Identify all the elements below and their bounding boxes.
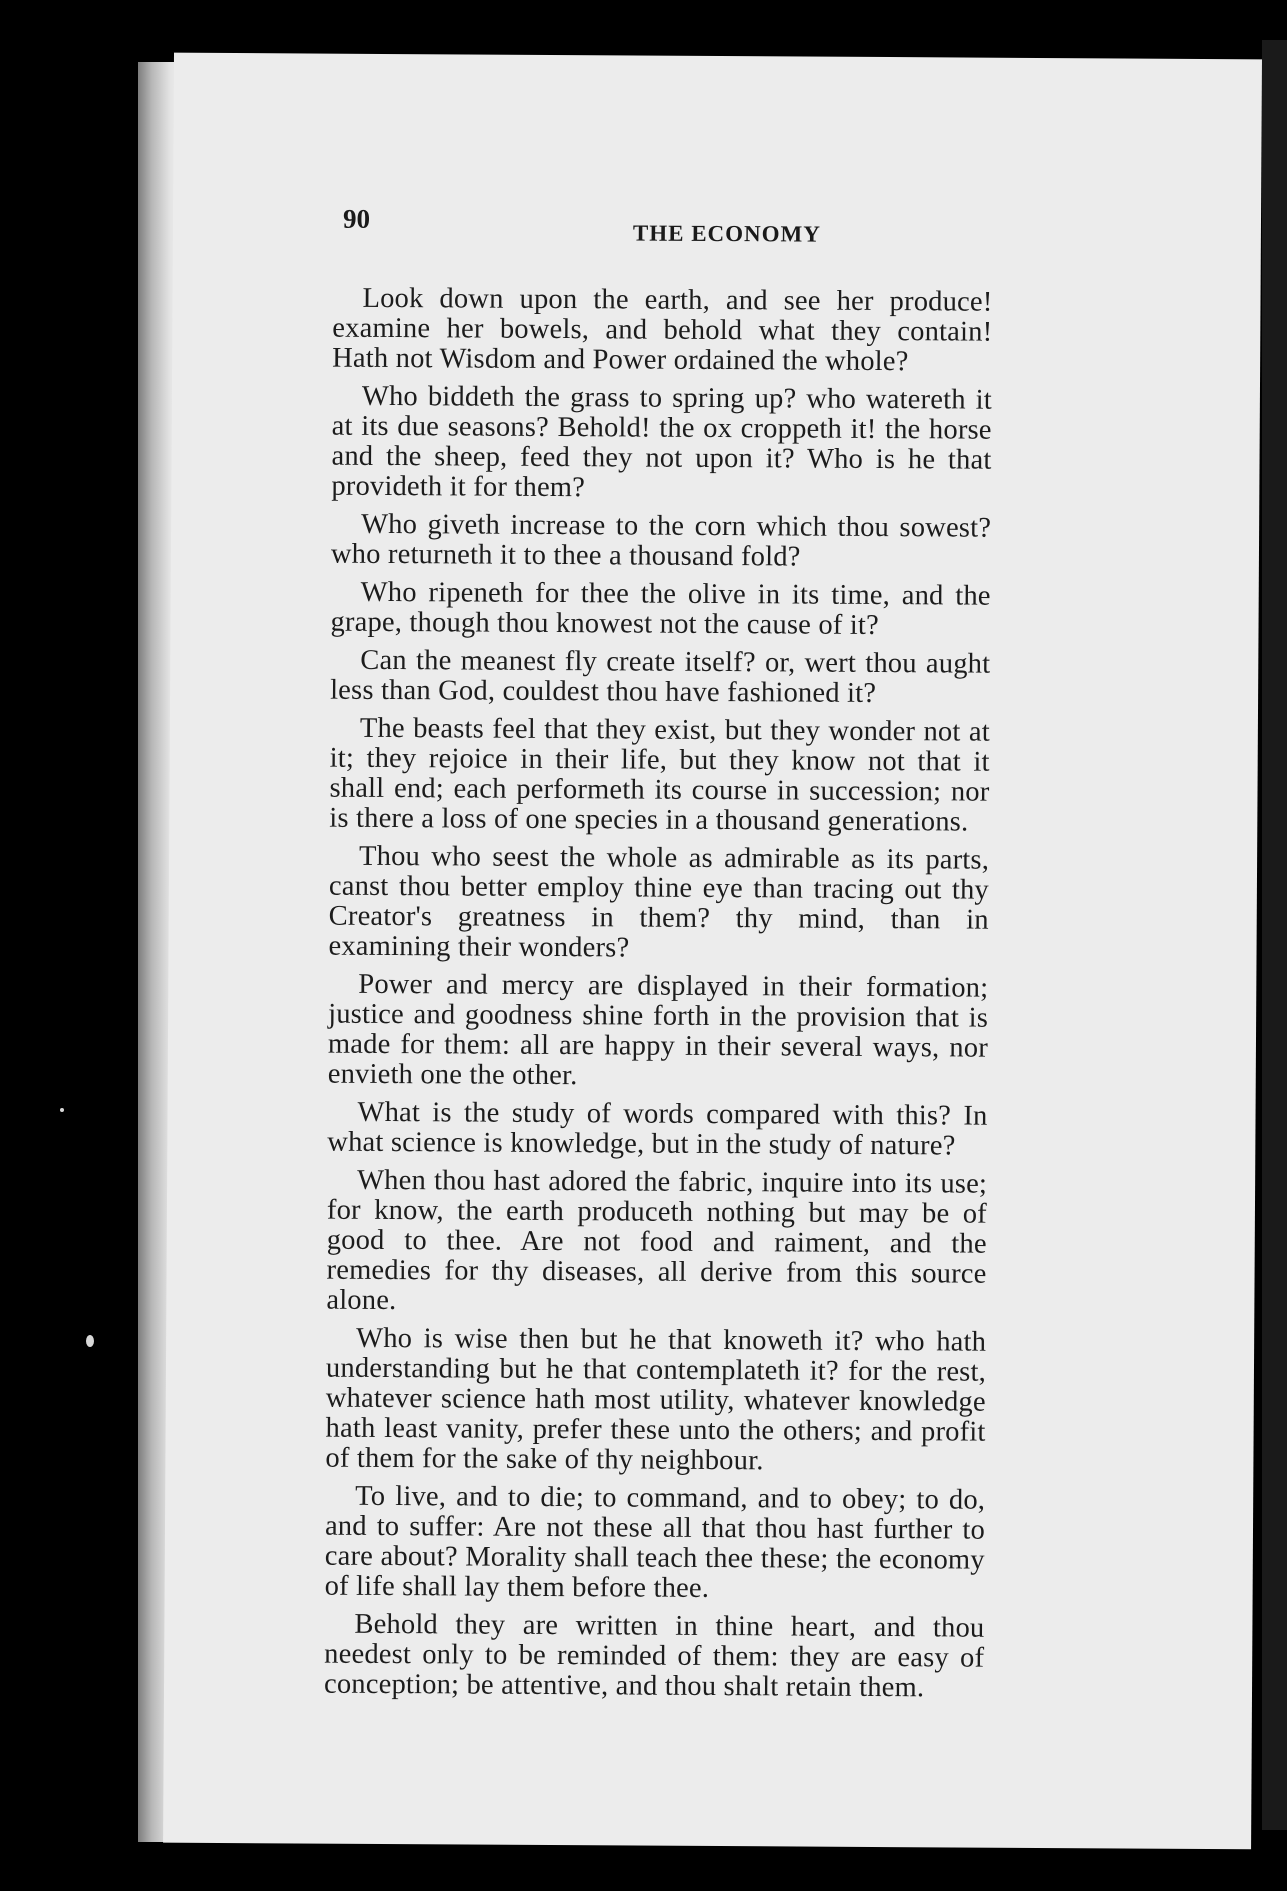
paragraph: Thou who seest the whole as admirable as its parts, canst thou better employ thine eye than tracing out thy Creator's greatness in them? thy mind, than in examining their wonders? — [328, 840, 990, 964]
paragraph: Look down upon the earth, and see her produce! examine her bowels, and behold what they contain! Hath not Wisdom and Power ordained the whole? — [332, 282, 993, 378]
page-body — [324, 284, 993, 1712]
book-page — [163, 53, 1262, 1850]
next-page-edge — [1262, 40, 1287, 1830]
dust-speck — [60, 1108, 64, 1112]
dust-speck — [86, 1335, 94, 1347]
paragraph: Who is wise then but he that knoweth it? who hath understanding but he that contemplateth it? for the rest, whatever science hath most utility, whatever knowledge hath least vanity, prefer these unto the others; and profit of them for the sake of thy neighbour. — [325, 1322, 987, 1477]
paragraph: Power and mercy are displayed in their formation; justice and goodness shine forth in the provision that is made for them: all are happy in their several ways, nor envieth one the other. — [327, 968, 989, 1092]
running-head: THE ECONOMY — [632, 220, 821, 247]
paragraph: Can the meanest fly create itself? or, wert thou aught less than God, couldest thou have fashioned it? — [330, 644, 991, 709]
paragraph: When thou hast adored the fabric, inquire into its use; for know, the earth produceth nothing but may be of good to thee. Are not food and raiment, and the remedies for thy diseases, all derive from this source alone. — [326, 1164, 988, 1317]
paragraph: Behold they are written in thine heart, and thou needest only to be reminded of them: they are easy of conception; be attentive, and thou shalt retain them. — [323, 1608, 985, 1704]
paragraph: What is the study of words compared with this? In what science is knowledge, but in the study of nature? — [327, 1096, 988, 1162]
paragraph: Who giveth increase to the corn which thou sowest? who returneth it to thee a thousand fold? — [330, 508, 992, 573]
paragraph: Who ripeneth for thee the olive in its time, and the grape, though thou knowest not the cause of it? — [330, 576, 991, 641]
paragraph: The beasts feel that they exist, but they wonder not at it; they rejoice in their life, but they know not that it shall end; each performeth its course in succession; nor is there a loss of one species in a thousand generations. — [329, 712, 990, 838]
paragraph: To live, and to die; to command, and to obey; to do, and to suffer: Are not these all that thou hast further to care about? Morality shall teach thee these; the economy of life shall lay them before thee. — [324, 1480, 986, 1604]
page-number: 90 — [342, 203, 371, 234]
paragraph: Who biddeth the grass to spring up? who watereth it at its due seasons? Behold! the ox croppeth it! the horse and the sheep, feed they not upon it? Who is he that provideth it for them? — [331, 380, 992, 504]
